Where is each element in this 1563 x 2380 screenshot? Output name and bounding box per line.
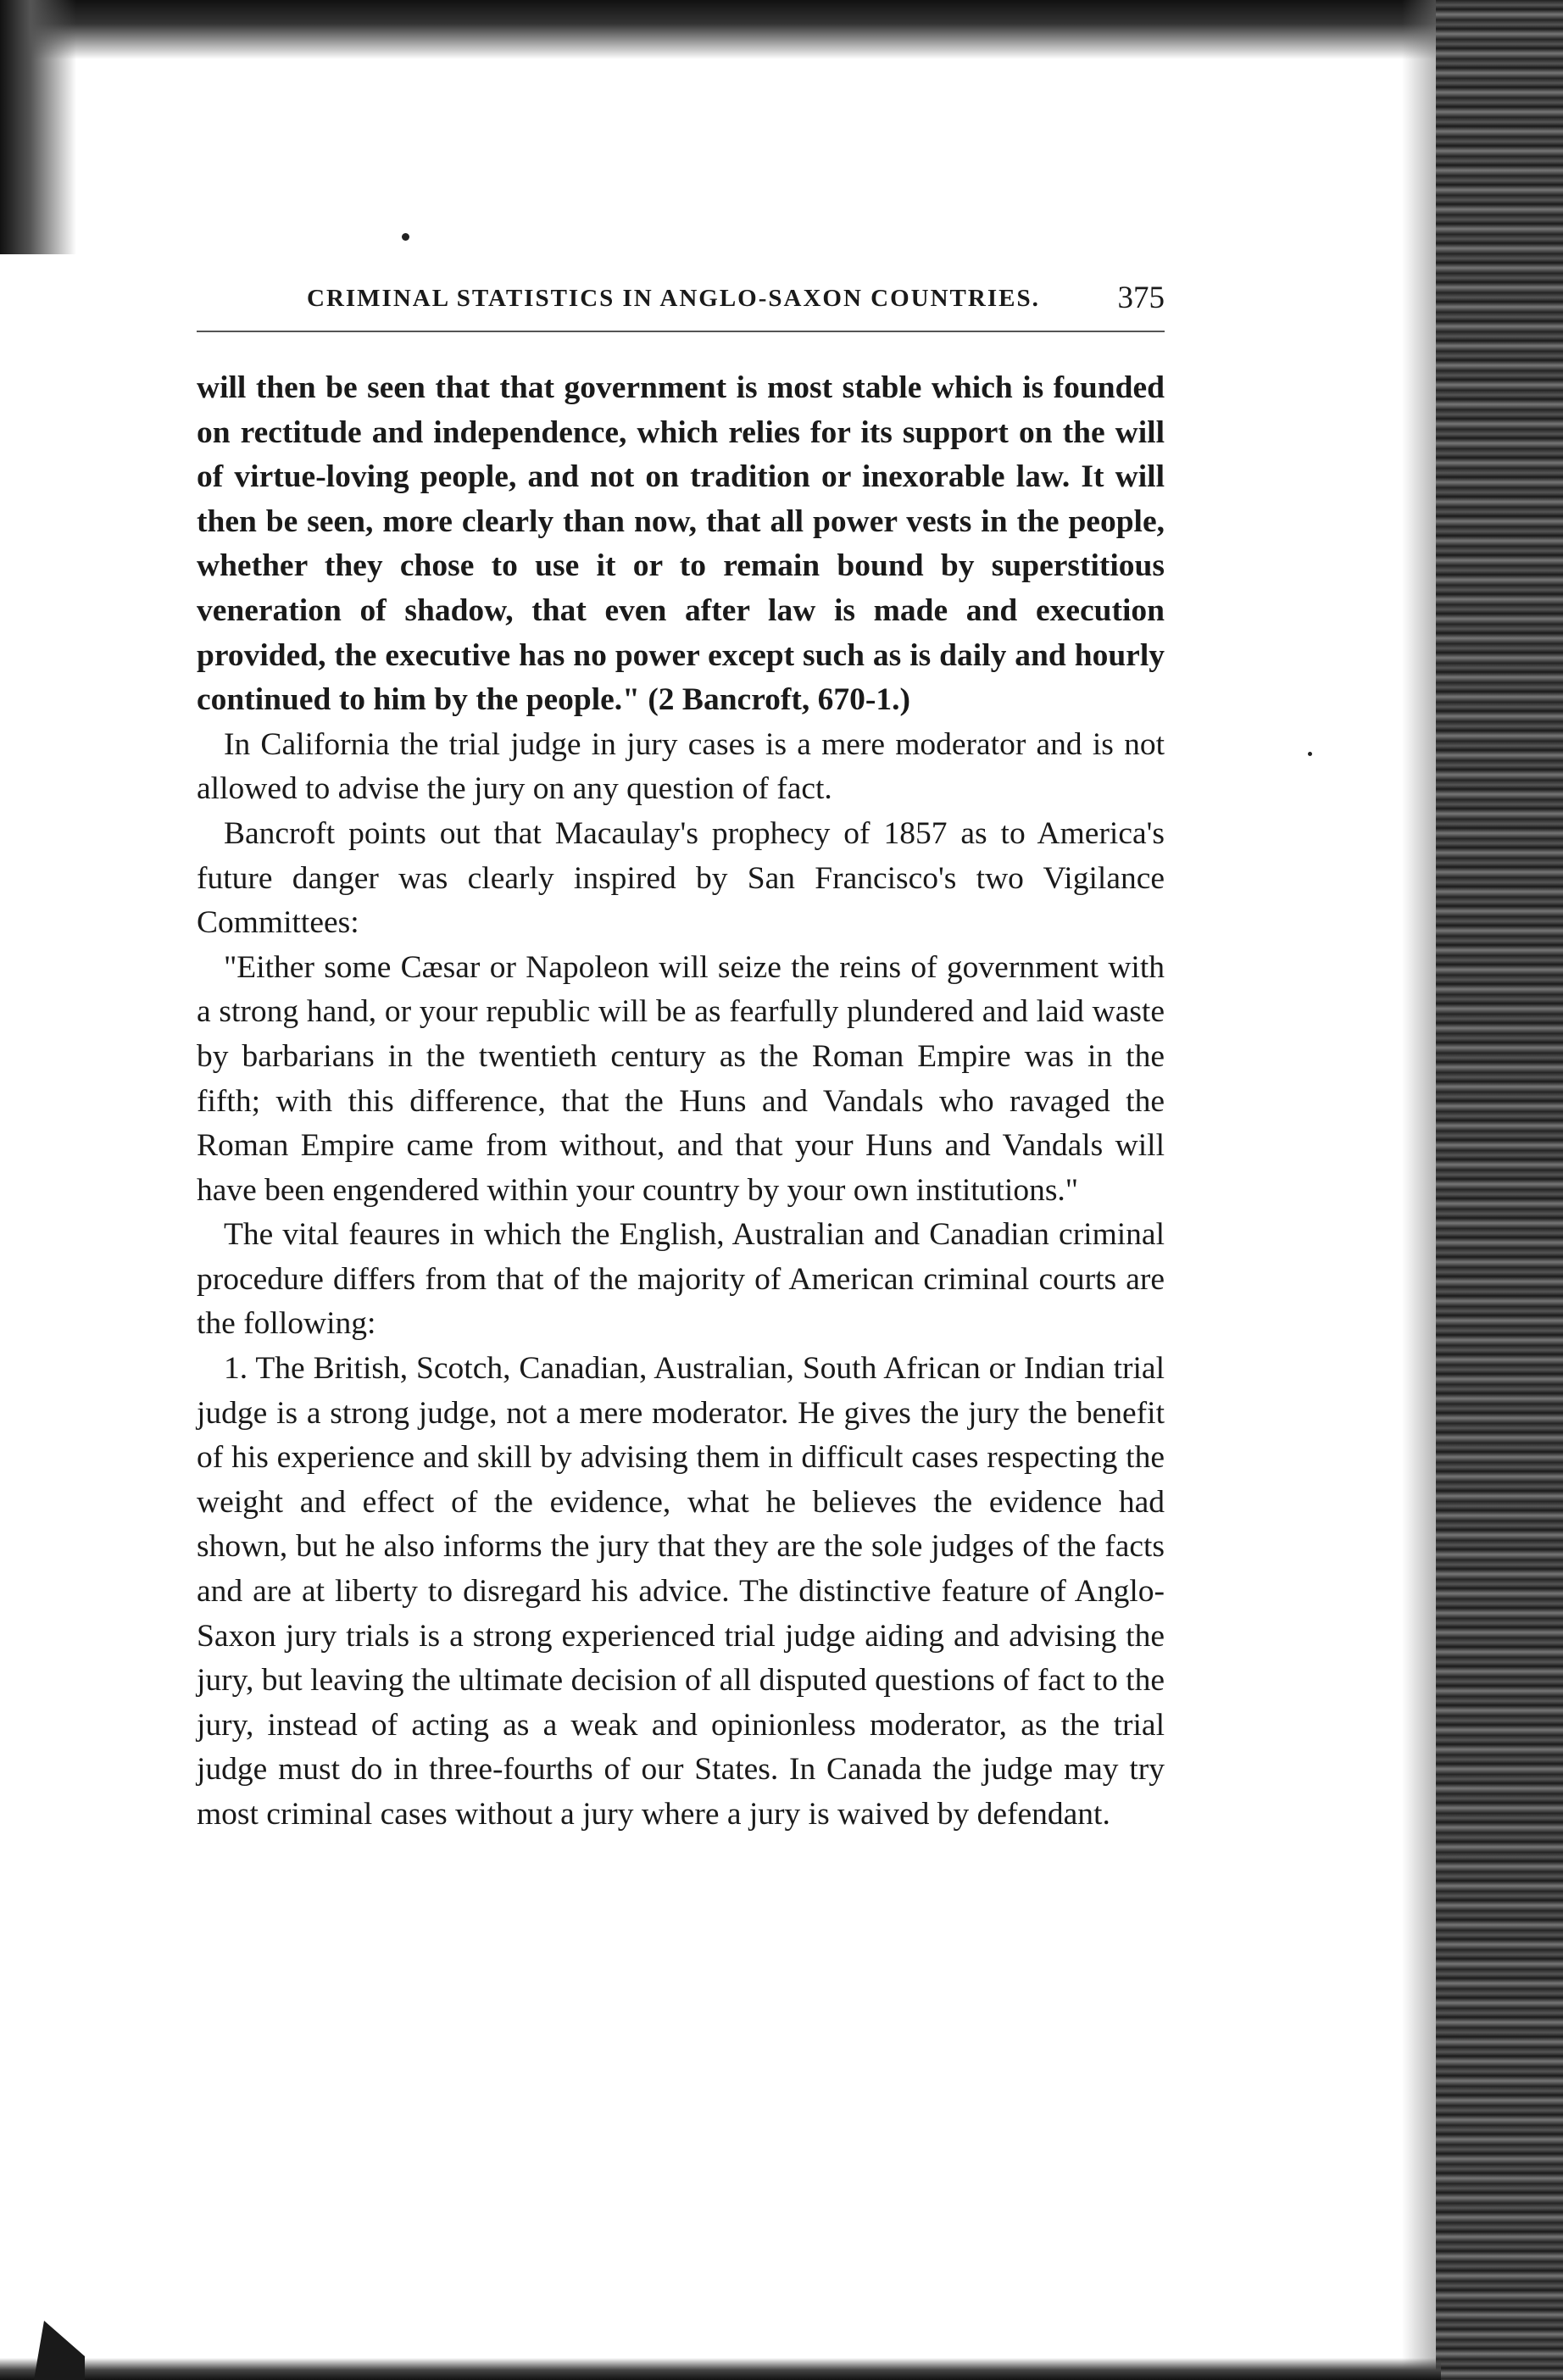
scan-shadow-right bbox=[1402, 0, 1436, 2380]
ink-speck bbox=[402, 233, 409, 241]
paragraph-vital-features: The vital feaures in which the English, Australian and Canadian criminal procedure differs from that of the majority of American criminal courts are the following: bbox=[197, 1217, 1165, 1342]
paragraph-point-1: 1. The British, Scotch, Canadian, Australian, South African or Indian trial judge is a strong judge, not a mere moderator. He gives the jury the benefit of his experience and skill by advising them in difficult cases respecting the weight and effect of the evidence, what he believes the evidence had shown, but he also informs the jury that they are the sole judges of the facts and are at liberty to disregard his advice. The distinctive feature of Anglo-Saxon jury trials is a strong experienced trial judge aiding and advising the jury, but leaving the ultimate decision of all disputed questions of fact to the jury, instead of acting as a weak and opinionless moderator, as the trial judge must do in three-fourths of our States. In Canada the judge may try most criminal cases without a jury where a jury is waived by defendant. bbox=[197, 1351, 1165, 1832]
scan-border-top bbox=[0, 0, 1563, 59]
scan-border-bottom bbox=[0, 2358, 1441, 2380]
paragraph-california: In California the trial judge in jury cases is a mere moderator and is not allowed to advise the jury on any question of fact. bbox=[197, 726, 1165, 807]
body-text bbox=[197, 366, 1165, 1838]
block-quote-macaulay: "Either some Cæsar or Napoleon will seize the reins of government with a strong hand, or your republic will be as fearfully plundered and laid waste by barbarians in the twentieth century as the Roman Empire was in the fifth; with this difference, that the Huns and Vandals who ravaged the Roman Empire came from without, and that your Huns and Vandals will have been engendered within your country by your own institutions." bbox=[197, 949, 1165, 1208]
scan-shadow-top-left bbox=[0, 0, 76, 254]
running-head bbox=[197, 280, 1165, 332]
scan-corner-bottom-left bbox=[34, 2321, 85, 2380]
page-number: 375 bbox=[1117, 281, 1165, 315]
ink-speck bbox=[1308, 752, 1312, 756]
running-title: CRIMINAL STATISTICS IN ANGLO-SAXON COUNTRIES. bbox=[307, 285, 1040, 312]
page bbox=[197, 280, 1165, 1838]
paragraph-bancroft: Bancroft points out that Macaulay's prophecy of 1857 as to America's future danger was clearly inspired by San Francisco's two Vigilance Committees: bbox=[197, 815, 1165, 941]
scan-border-right bbox=[1436, 0, 1563, 2380]
paragraph-continuation: will then be seen that that government is most stable which is founded on rectitude and independence, which relies for its support on the will of virtue-loving people, and not on tradition or inexorable law. It will then be seen, more clearly than now, that all power vests in the people, whether they chose to use it or to remain bound by superstitious veneration of shadow, that even after law is made and execution provided, the executive has no power except such as is daily and hourly continued to him by the people." (2 Bancroft, 670-1.) bbox=[197, 370, 1165, 718]
